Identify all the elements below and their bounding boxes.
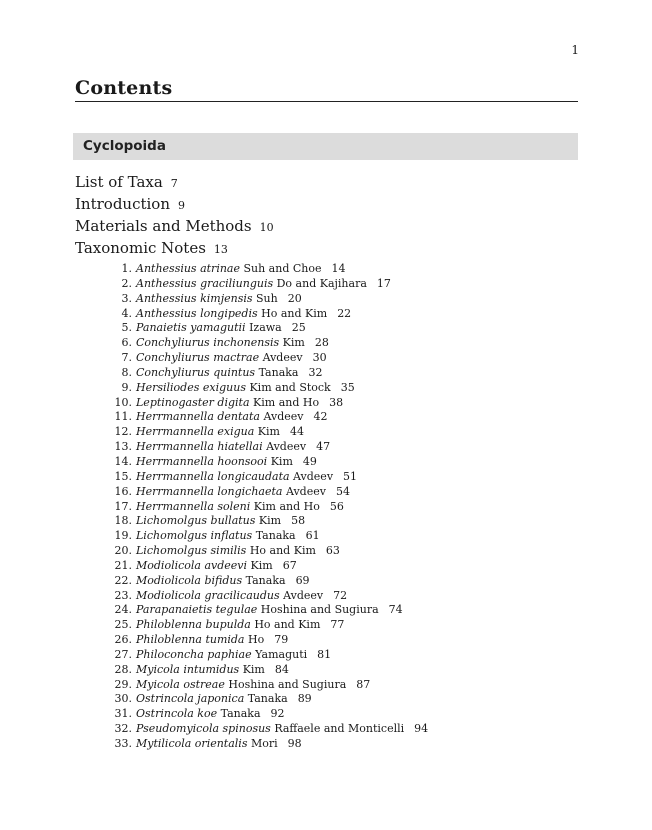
taxon-species: Herrmannella longicaudata xyxy=(136,469,290,483)
taxon-author: Kim xyxy=(257,425,280,439)
taxon-author: Avdeev xyxy=(283,588,324,602)
taxon-entry[interactable] xyxy=(110,559,428,574)
taxon-species: Lichomolgus inflatus xyxy=(136,529,253,543)
taxon-author: Avdeev xyxy=(285,484,326,498)
taxon-page: 38 xyxy=(329,395,344,409)
taxon-page: 67 xyxy=(282,558,297,572)
taxon-number: 19. xyxy=(114,529,132,543)
taxon-page: 61 xyxy=(305,529,320,543)
taxon-species: Herrmannella hiatellai xyxy=(136,440,263,454)
taxon-author: Kim xyxy=(258,514,282,528)
taxon-page: 47 xyxy=(316,440,331,454)
taxon-author: Avdeev xyxy=(293,469,334,483)
taxon-page: 98 xyxy=(287,737,302,750)
taxon-author: Kim xyxy=(242,662,265,676)
taxon-entry[interactable] xyxy=(110,292,428,307)
taxon-author: Tanaka xyxy=(258,365,299,379)
taxon-author: Ho xyxy=(248,633,265,647)
toc-entry-page: 7 xyxy=(170,177,178,190)
taxon-author: Kim xyxy=(270,454,293,468)
taxon-number: 11. xyxy=(114,410,132,424)
taxon-entry[interactable] xyxy=(110,663,428,678)
taxon-number: 20. xyxy=(114,544,132,558)
taxon-entry[interactable] xyxy=(110,277,428,292)
taxon-author: Hoshina and Sugiura xyxy=(260,603,379,617)
taxon-species: Anthessius kimjensis xyxy=(136,291,253,305)
taxon-page: 42 xyxy=(313,410,328,424)
toc-entry-label: Materials and Methods xyxy=(75,217,252,235)
taxon-entry[interactable] xyxy=(110,366,428,381)
taxon-page: 77 xyxy=(330,618,345,632)
taxon-number: 13. xyxy=(114,440,132,454)
top-level-contents xyxy=(75,171,274,259)
taxon-entry[interactable] xyxy=(110,381,428,396)
taxon-entry[interactable] xyxy=(110,500,428,515)
taxon-number: 5. xyxy=(121,321,132,335)
taxon-entry[interactable] xyxy=(110,396,428,411)
taxon-entry[interactable] xyxy=(110,529,428,544)
taxon-author: Tanaka xyxy=(220,707,261,721)
taxon-page: 69 xyxy=(295,573,310,587)
taxon-species: Herrmannella exigua xyxy=(136,425,255,439)
taxon-page: 87 xyxy=(356,677,371,691)
taxon-author: Do and Kajihara xyxy=(276,276,367,290)
taxon-page: 25 xyxy=(291,321,306,335)
taxon-species: Panaietis yamagutii xyxy=(136,321,246,335)
taxon-number: 26. xyxy=(114,633,132,647)
taxon-entry[interactable] xyxy=(110,737,428,752)
toc-entry[interactable] xyxy=(75,193,274,215)
taxon-number: 30. xyxy=(114,692,132,706)
taxon-species: Anthessius atrinae xyxy=(136,262,240,275)
taxon-entry[interactable] xyxy=(110,440,428,455)
taxon-number: 22. xyxy=(114,573,132,587)
taxon-number: 32. xyxy=(114,722,132,736)
taxon-species: Modiolicola bifidus xyxy=(136,573,243,587)
taxon-species: Herrmannella longichaeta xyxy=(136,484,283,498)
taxon-page: 74 xyxy=(388,603,403,617)
taxon-number: 18. xyxy=(114,514,132,528)
taxon-entry[interactable] xyxy=(110,470,428,485)
taxon-species: Ostrincola japonica xyxy=(136,692,245,706)
taxon-species: Conchyliurus quintus xyxy=(136,365,256,379)
taxon-species: Herrmannella dentata xyxy=(136,410,260,424)
taxon-page: 84 xyxy=(274,662,289,676)
taxon-species: Parapanaietis tegulae xyxy=(136,603,258,617)
taxon-entry[interactable] xyxy=(110,321,428,336)
taxon-entry[interactable] xyxy=(110,678,428,693)
taxon-author: Hoshina and Sugiura xyxy=(228,677,347,691)
taxon-number: 23. xyxy=(114,588,132,602)
taxon-number: 29. xyxy=(114,677,132,691)
taxon-number: 25. xyxy=(114,618,132,632)
page-number: 1 xyxy=(571,43,579,57)
taxon-page: 92 xyxy=(270,707,285,721)
taxon-entry[interactable] xyxy=(110,410,428,425)
taxon-number: 3. xyxy=(121,291,132,305)
taxon-species: Herrmannella soleni xyxy=(136,499,251,513)
taxon-page: 94 xyxy=(414,722,429,736)
taxon-species: Anthessius graciliunguis xyxy=(136,276,274,290)
taxon-entry[interactable] xyxy=(110,455,428,470)
taxon-entry[interactable] xyxy=(110,722,428,737)
taxon-species: Philoblenna bupulda xyxy=(136,618,251,632)
taxon-author: Izawa xyxy=(249,321,282,335)
taxa-list xyxy=(110,262,428,752)
taxon-page: 56 xyxy=(329,499,344,513)
taxon-species: Modiolicola gracilicaudus xyxy=(136,588,280,602)
taxon-species: Lichomolgus similis xyxy=(136,544,247,558)
taxon-entry[interactable] xyxy=(110,692,428,707)
taxon-entry[interactable] xyxy=(110,425,428,440)
toc-entry[interactable] xyxy=(75,171,274,193)
taxon-author: Kim and Ho xyxy=(253,395,320,409)
taxon-author: Suh xyxy=(256,291,278,305)
taxon-page: 20 xyxy=(287,291,302,305)
taxon-number: 8. xyxy=(121,365,132,379)
taxon-entry[interactable] xyxy=(110,603,428,618)
taxon-species: Mytilicola orientalis xyxy=(136,737,248,750)
toc-entry-label: List of Taxa xyxy=(75,173,163,191)
taxon-author: Ho and Kim xyxy=(261,306,328,320)
taxon-entry[interactable] xyxy=(110,707,428,722)
taxon-entry[interactable] xyxy=(110,633,428,648)
taxon-species: Leptinogaster digita xyxy=(136,395,250,409)
taxon-number: 16. xyxy=(114,484,132,498)
taxon-number: 1. xyxy=(121,262,132,275)
taxon-species: Philoblenna tumida xyxy=(136,633,245,647)
taxon-number: 33. xyxy=(114,737,132,750)
taxon-author: Ho and Kim xyxy=(249,544,316,558)
taxon-page: 30 xyxy=(312,351,327,365)
taxon-number: 2. xyxy=(121,276,132,290)
taxon-page: 32 xyxy=(308,365,323,379)
taxon-author: Yamaguti xyxy=(255,647,308,661)
taxon-author: Kim xyxy=(250,558,273,572)
taxon-species: Hersiliodes exiguus xyxy=(136,380,246,394)
taxon-number: 14. xyxy=(114,454,132,468)
taxon-number: 9. xyxy=(121,380,132,394)
taxon-species: Ostrincola koe xyxy=(136,707,218,721)
toc-entry-label: Introduction xyxy=(75,195,170,213)
taxon-number: 4. xyxy=(121,306,132,320)
taxon-entry[interactable] xyxy=(110,544,428,559)
taxon-species: Herrmannella hoonsooi xyxy=(136,454,268,468)
taxon-author: Kim and Ho xyxy=(253,499,320,513)
taxon-page: 63 xyxy=(325,544,340,558)
taxon-author: Suh and Choe xyxy=(243,262,322,275)
taxon-author: Avdeev xyxy=(262,351,303,365)
taxon-number: 21. xyxy=(114,558,132,572)
toc-entry-page: 9 xyxy=(178,199,185,212)
taxon-page: 79 xyxy=(274,633,289,647)
taxon-number: 6. xyxy=(121,336,132,350)
taxon-author: Tanaka xyxy=(247,692,288,706)
title-rule xyxy=(75,101,578,102)
taxon-author: Kim and Stock xyxy=(249,380,331,394)
taxon-page: 51 xyxy=(343,469,358,483)
taxon-author: Raffaele and Monticelli xyxy=(274,722,405,736)
taxon-number: 28. xyxy=(114,662,132,676)
taxon-number: 12. xyxy=(114,425,132,439)
taxon-page: 54 xyxy=(335,484,350,498)
taxon-entry[interactable] xyxy=(110,618,428,633)
taxon-page: 44 xyxy=(289,425,304,439)
taxon-page: 58 xyxy=(291,514,306,528)
taxon-number: 7. xyxy=(121,351,132,365)
taxon-author: Mori xyxy=(250,737,278,750)
taxon-page: 35 xyxy=(340,380,355,394)
taxon-species: Myicola intumidus xyxy=(136,662,240,676)
taxon-author: Kim xyxy=(282,336,305,350)
toc-entry-page: 13 xyxy=(213,243,228,256)
taxon-species: Conchyliurus mactrae xyxy=(136,351,260,365)
taxon-page: 22 xyxy=(337,306,352,320)
taxon-species: Philoconcha paphiae xyxy=(136,647,252,661)
taxon-number: 10. xyxy=(114,395,132,409)
taxon-number: 17. xyxy=(114,499,132,513)
taxon-author: Tanaka xyxy=(245,573,286,587)
taxon-author: Avdeev xyxy=(263,410,304,424)
taxon-entry[interactable] xyxy=(110,514,428,529)
taxon-page: 28 xyxy=(314,336,329,350)
taxon-page: 17 xyxy=(376,276,391,290)
taxon-entry[interactable] xyxy=(110,574,428,589)
taxon-species: Conchyliurus inchonensis xyxy=(136,336,280,350)
taxon-page: 89 xyxy=(297,692,312,706)
page-title: Contents xyxy=(75,77,173,99)
taxon-number: 24. xyxy=(114,603,132,617)
taxon-species: Anthessius longipedis xyxy=(136,306,258,320)
taxon-page: 81 xyxy=(317,647,332,661)
taxon-entry[interactable] xyxy=(110,336,428,351)
taxon-entry[interactable] xyxy=(110,307,428,322)
section-title: Cyclopoida xyxy=(83,138,166,154)
taxon-entry[interactable] xyxy=(110,262,428,277)
taxon-author: Tanaka xyxy=(255,529,296,543)
taxon-species: Pseudomyicola spinosus xyxy=(136,722,271,736)
taxon-page: 14 xyxy=(331,262,346,275)
toc-entry-label: Taxonomic Notes xyxy=(75,239,206,257)
taxon-entry[interactable] xyxy=(110,589,428,604)
taxon-entry[interactable] xyxy=(110,648,428,663)
taxon-entry[interactable] xyxy=(110,485,428,500)
taxon-entry[interactable] xyxy=(110,351,428,366)
taxon-page: 72 xyxy=(333,588,348,602)
taxon-number: 15. xyxy=(114,469,132,483)
taxon-author: Ho and Kim xyxy=(254,618,321,632)
taxon-number: 27. xyxy=(114,647,132,661)
taxon-author: Avdeev xyxy=(266,440,307,454)
taxon-species: Lichomolgus bullatus xyxy=(136,514,256,528)
taxon-species: Myicola ostreae xyxy=(136,677,225,691)
taxon-page: 49 xyxy=(302,454,317,468)
toc-entry[interactable] xyxy=(75,215,274,237)
toc-entry-page: 10 xyxy=(259,221,274,234)
taxon-species: Modiolicola avdeevi xyxy=(136,558,248,572)
taxon-number: 31. xyxy=(114,707,132,721)
toc-entry[interactable] xyxy=(75,237,274,259)
